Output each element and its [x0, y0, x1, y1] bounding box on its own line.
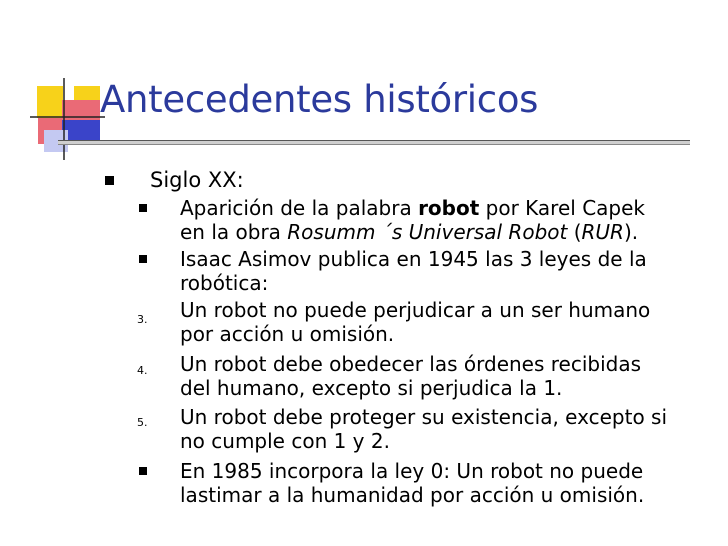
level1-label: Siglo XX:	[150, 168, 244, 192]
title-divider	[58, 140, 690, 145]
item6-line2: lastimar a la humanidad por acción u omisión.	[180, 483, 645, 507]
list-number: 4.	[137, 364, 148, 377]
list-number: 5.	[137, 416, 148, 429]
item2-line1: Isaac Asimov publica en 1945 las 3 leyes de la	[180, 247, 647, 271]
item5-line2: no cumple con 1 y 2.	[180, 429, 390, 453]
item1-line1: Aparición de la palabra robot por Karel Capek	[180, 196, 645, 220]
bullet-marker	[139, 255, 147, 263]
item4-line1: Un robot debe obedecer las órdenes recibidas	[180, 352, 642, 376]
item4-line2: del humano, excepto si perjudica la 1.	[180, 376, 563, 400]
bullet-marker	[139, 204, 147, 212]
slide-title: Antecedentes históricos	[100, 78, 539, 121]
bullet-marker	[139, 467, 147, 475]
item5-line1: Un robot debe proteger su existencia, excepto si	[180, 405, 668, 429]
item3-line2: por acción u omisión.	[180, 322, 395, 346]
bullet-marker	[105, 176, 114, 185]
list-number: 3.	[137, 313, 148, 326]
item1-line2: en la obra Rosumm ´s Universal Robot (RUR).	[180, 220, 639, 244]
item2-line2: robótica:	[180, 271, 269, 295]
item6-line1: En 1985 incorpora la ley 0: Un robot no puede	[180, 459, 644, 483]
item3-line1: Un robot no puede perjudicar a un ser humano	[180, 298, 651, 322]
